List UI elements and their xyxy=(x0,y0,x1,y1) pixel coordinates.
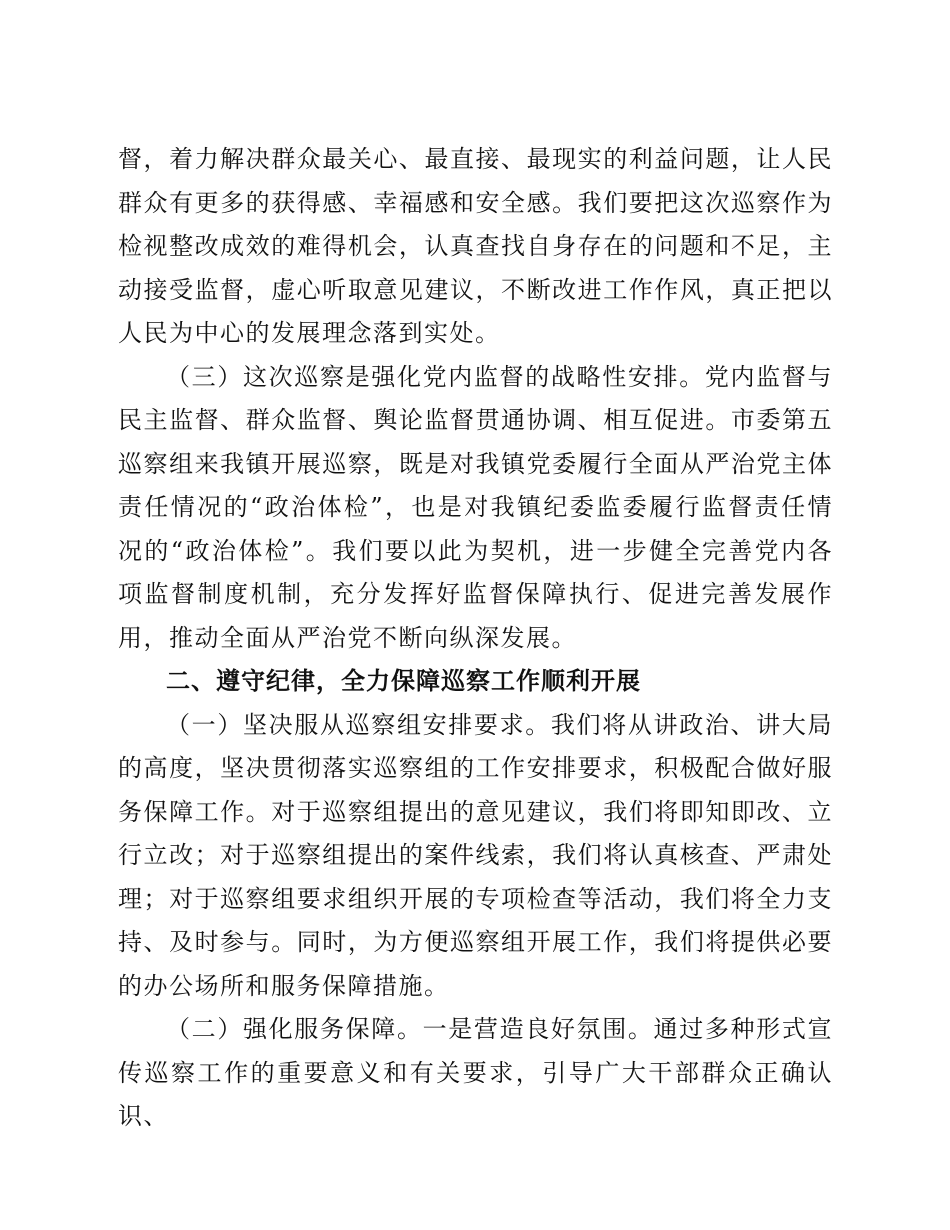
paragraph-subsection-1: （一）坚决服从巡察组安排要求。我们将从讲政治、讲大局的高度，坚决贯彻落实巡察组的工作安排要求，积极配合做好服务保障工作。对于巡察组提出的意见建议，我们将即知即改、立行立改；对于巡察组提出的案件线索，我们将认真核查、严肃处理；对于巡察组要求组织开展的专项检查等活动，我们将全力支持、及时参与。同时，为方便巡察组开展工作，我们将提供必要的办公场所和服务保障措施。 xyxy=(118,710,833,1000)
paragraph-continuation: 督，着力解决群众最关心、最直接、最现实的利益问题，让人民群众有更多的获得感、幸福感和安全感。我们要把这次巡察作为检视整改成效的难得机会，认真查找自身存在的问题和不足，主动接受监督，虚心听取意见建议，不断改进工作作风，真正把以人民为中心的发展理念落到实处。 xyxy=(118,145,833,347)
document-page xyxy=(118,138,833,1139)
section-heading-2: 二、遵守纪律，全力保障巡察工作顺利开展 xyxy=(166,667,641,695)
paragraph-section-3: （三）这次巡察是强化党内监督的战略性安排。党内监督与民主监督、群众监督、舆论监督贯通协调、相互促进。市委第五巡察组来我镇开展巡察，既是对我镇党委履行全面从严治党主体责任情况的“政治体检”，也是对我镇纪委监委履行监督责任情况的“政治体检”。我们要以此为契机，进一步健全完善党内各项监督制度机制，充分发挥好监督保障执行、促进完善发展作用，推动全面从严治党不断向纵深发展。 xyxy=(118,362,833,652)
paragraph-subsection-2: （二）强化服务保障。一是营造良好氛围。通过多种形式宣传巡察工作的重要意义和有关要求，引导广大干部群众正确认识、 xyxy=(118,1015,833,1130)
